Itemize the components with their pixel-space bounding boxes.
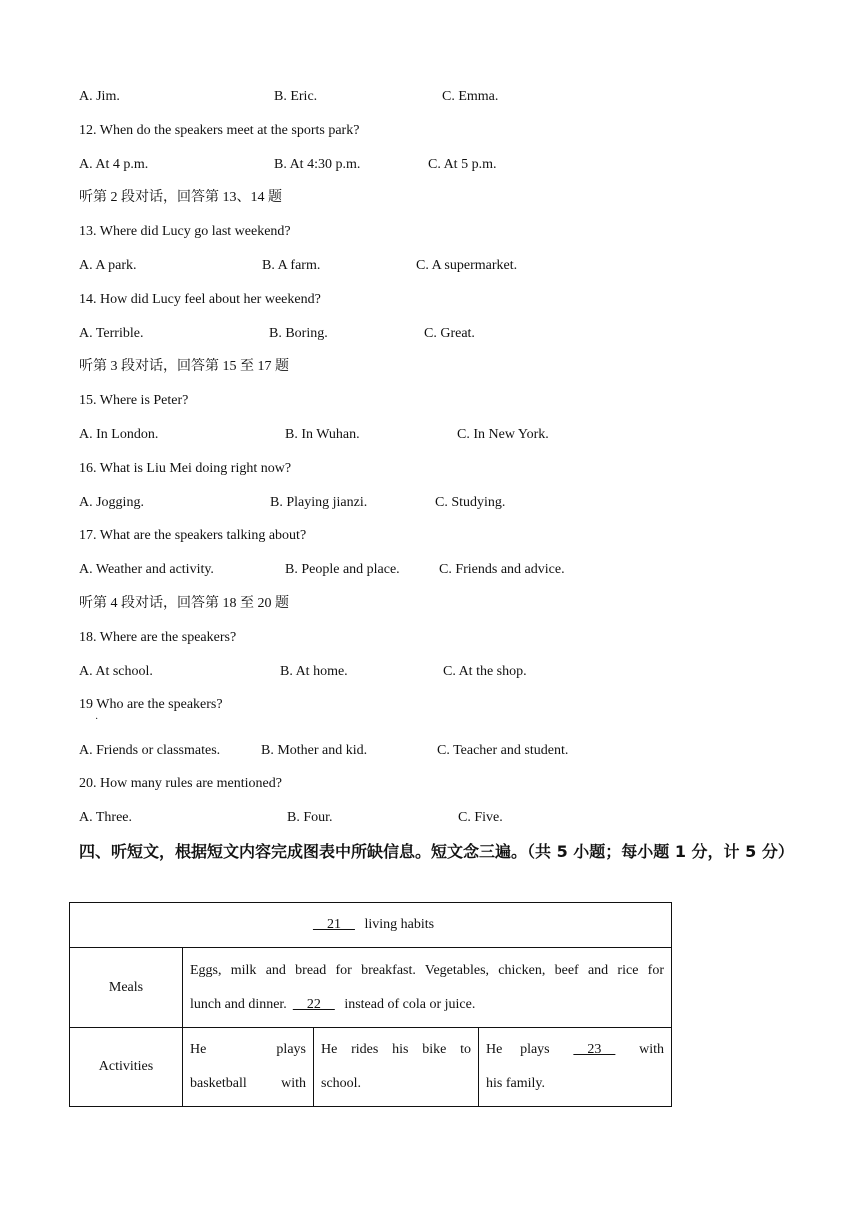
activity-3 [479, 1028, 672, 1107]
option-c: C. Studying. [435, 495, 506, 510]
blank-21: 21 [312, 917, 355, 932]
option-b: B. Eric. [274, 89, 318, 104]
option-a: A. Jogging. [79, 495, 144, 510]
question-13 [79, 223, 291, 241]
section-4-heading: 四、听短文，根据短文内容完成图表中所缺信息。短文念三遍。（共 5 小题；每小题 1 分，计 5 分） [79, 842, 794, 861]
option-b: B. Four. [287, 810, 333, 825]
question-text: How many rules are mentioned? [100, 776, 282, 791]
activity-3-line-1 [486, 1033, 664, 1067]
option-a: A. In London. [79, 427, 159, 442]
question-text: Who are the speakers? [96, 697, 223, 712]
question-text: What are the speakers talking about? [99, 528, 307, 543]
option-b: B. Boring. [269, 326, 328, 341]
dialog-2-instruction: 听第 2 段对话，回答第 13、14 题 [79, 190, 282, 205]
option-a: A. Weather and activity. [79, 562, 214, 577]
question-number: 18. [79, 630, 97, 645]
option-b: B. People and place. [285, 562, 400, 577]
meals-line-2-pre: lunch and dinner. [190, 996, 287, 1012]
question-number: 12. [79, 123, 97, 138]
question-text: When do the speakers meet at the sports park? [99, 123, 360, 138]
activity-1-line-2: basketball with [190, 1076, 306, 1091]
question-18 [79, 629, 236, 647]
option-c: C. Great. [424, 326, 475, 341]
question-text: Where are the speakers? [99, 630, 237, 645]
question-number: 14. [79, 292, 97, 307]
option-c: C. At the shop. [443, 664, 527, 679]
question-text: Where did Lucy go last weekend? [99, 224, 291, 239]
option-c: C. A supermarket. [416, 258, 518, 273]
blank-22: 22 [292, 996, 335, 1012]
activity-2-line-2: school. [321, 1076, 362, 1091]
question-text: How did Lucy feel about her weekend? [100, 292, 321, 307]
meals-row [70, 948, 672, 1028]
option-a: A. At school. [79, 664, 153, 679]
activity-2-line-1: He rides his bike to [321, 1042, 471, 1057]
question-16 [79, 460, 291, 478]
activity-2 [314, 1028, 479, 1107]
option-a: A. Three. [79, 810, 132, 825]
stray-dot-mark: · [95, 714, 99, 725]
question-19 [79, 696, 223, 714]
meals-content [183, 948, 672, 1028]
option-c: C. At 5 p.m. [428, 157, 497, 172]
option-b: B. Mother and kid. [261, 743, 368, 758]
option-b: B. In Wuhan. [285, 427, 360, 442]
option-a: A. Friends or classmates. [79, 743, 221, 758]
living-habits-table [69, 902, 672, 1107]
meals-line-1: Eggs, milk and bread for breakfast. Vegetables, chicken, beef and rice for [190, 962, 664, 978]
dialog-3-instruction: 听第 3 段对话，回答第 15 至 17 题 [79, 359, 289, 374]
meals-line-2 [190, 988, 664, 1022]
option-b: B. At home. [280, 664, 348, 679]
blank-23: 23 [573, 1042, 616, 1057]
question-12 [79, 122, 359, 140]
table-title-text: living habits [364, 917, 435, 932]
activity-3-pre: He plays [486, 1042, 550, 1057]
option-b: B. A farm. [262, 258, 321, 273]
question-number: 19 [79, 697, 93, 712]
activities-label: Activities [70, 1028, 183, 1107]
option-c: C. Five. [458, 810, 503, 825]
question-text: What is Liu Mei doing right now? [99, 461, 292, 476]
activity-1-line-1: He plays [190, 1042, 306, 1057]
table-title-row [70, 903, 672, 948]
question-17 [79, 527, 306, 545]
option-c: C. Teacher and student. [437, 743, 569, 758]
question-number: 16. [79, 461, 97, 476]
meals-label: Meals [70, 948, 183, 1028]
option-b: B. At 4:30 p.m. [274, 157, 361, 172]
activity-3-line-2: his family. [486, 1076, 545, 1091]
question-14 [79, 291, 321, 309]
activity-3-post: with [639, 1042, 665, 1057]
option-a: A. A park. [79, 258, 137, 273]
table-title-cell [70, 903, 672, 948]
option-a: A. Terrible. [79, 326, 144, 341]
option-c: C. Friends and advice. [439, 562, 565, 577]
dialog-4-instruction: 听第 4 段对话，回答第 18 至 20 题 [79, 596, 289, 611]
question-number: 13. [79, 224, 97, 239]
question-number: 20. [79, 776, 97, 791]
option-a: A. Jim. [79, 89, 120, 104]
option-b: B. Playing jianzi. [270, 495, 368, 510]
question-20 [79, 775, 282, 793]
question-number: 15. [79, 393, 97, 408]
meals-line-2-post: instead of cola or juice. [344, 996, 476, 1012]
question-number: 17. [79, 528, 97, 543]
option-c: C. In New York. [457, 427, 549, 442]
question-15 [79, 392, 188, 410]
activities-row [70, 1028, 672, 1107]
question-text: Where is Peter? [99, 393, 189, 408]
activity-1 [183, 1028, 314, 1107]
option-c: C. Emma. [442, 89, 499, 104]
option-a: A. At 4 p.m. [79, 157, 149, 172]
